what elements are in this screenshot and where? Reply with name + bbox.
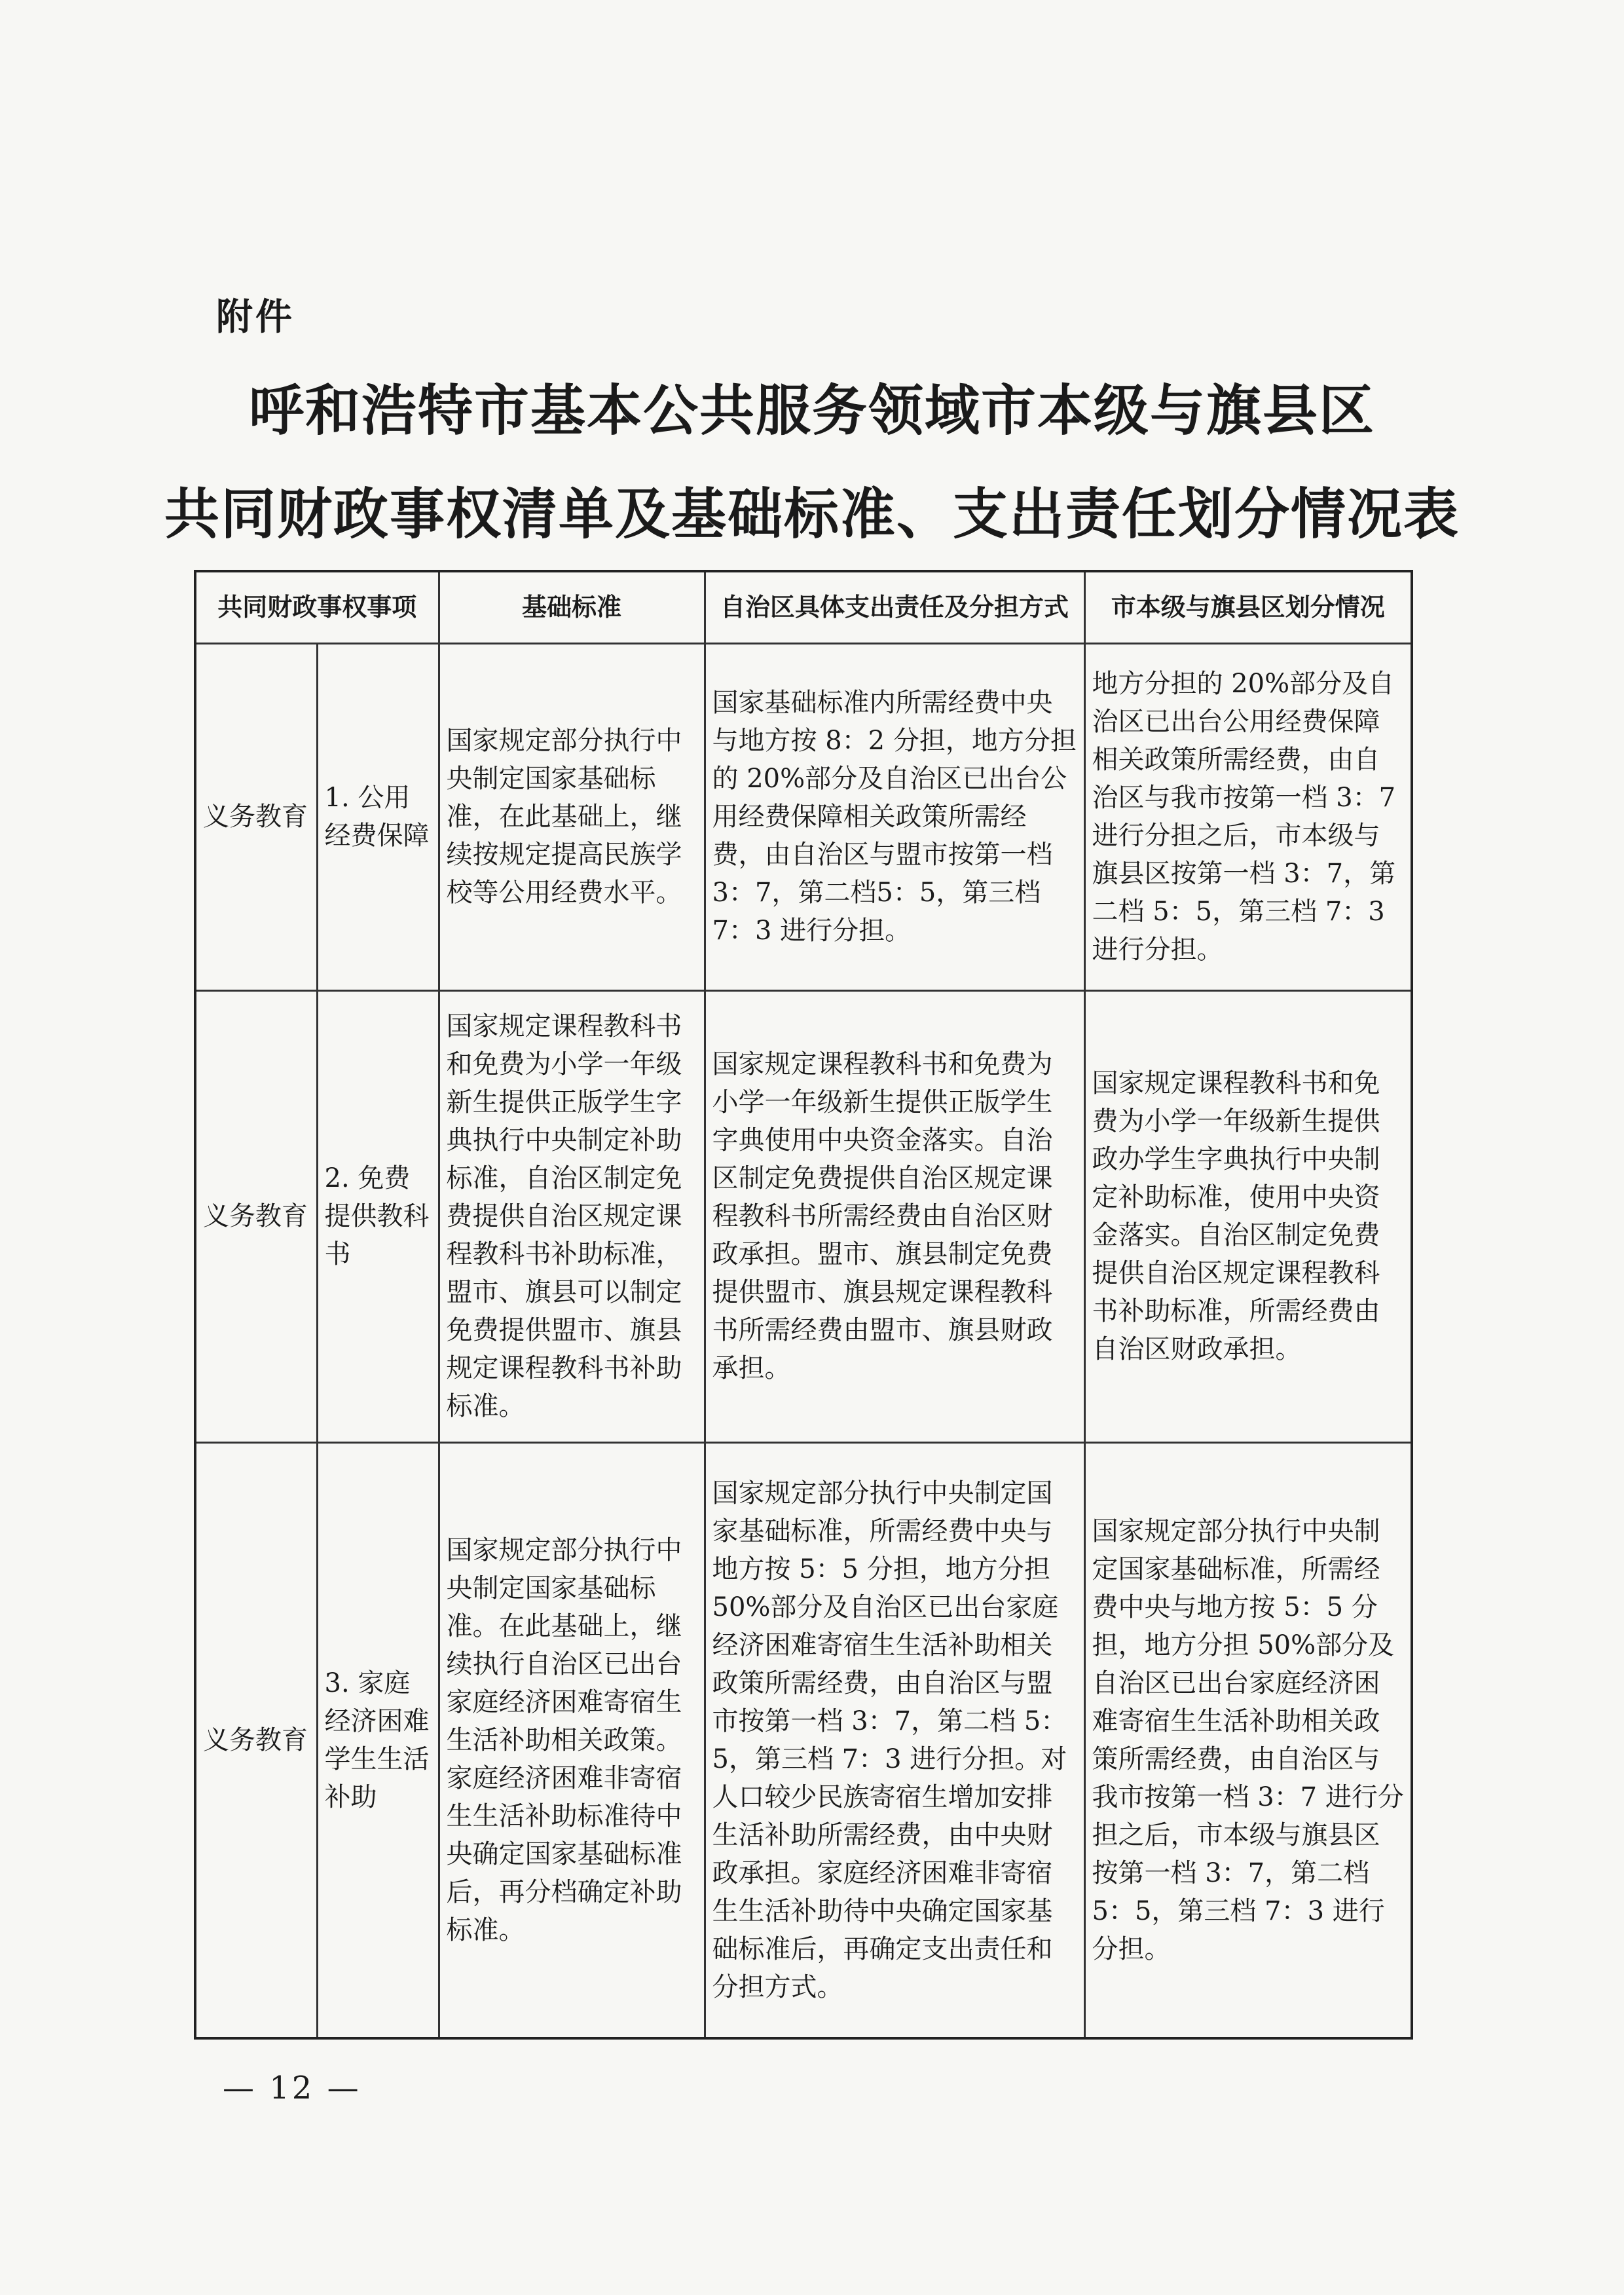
row-region: 国家基础标准内所需经费中央与地方按 8：2 分担，地方分担的 20%部分及自治区已出台公用经费保障相关政策所需经费，由自治区与盟市按第一档 3：7，第二档5：5，第三档 7：3 进行分担。 — [705, 643, 1084, 990]
row-city: 国家规定部分执行中央制定国家基础标准，所需经费中央与地方按 5：5 分担，地方分担 50%部分及自治区已出台家庭经济困难寄宿生生活补助相关政策所需经费，由自治区与我市按第一档 3：7 进行分担之后，市本级与旗县区按第一档 3：7，第二档 5：5，第三档 7：3 进行分担。 — [1084, 1442, 1412, 2038]
row-item: 2. 免费提供教科书 — [317, 990, 439, 1442]
row-standard: 国家规定部分执行中央制定国家基础标准，在此基础上，继续按规定提高民族学校等公用经费水平。 — [439, 643, 705, 990]
row-standard: 国家规定部分执行中央制定国家基础标准。在此基础上，继续执行自治区已出台家庭经济困难寄宿生生活补助相关政策。家庭经济困难非寄宿生生活补助标准待中央确定国家基础标准后，再分档确定补助标准。 — [439, 1442, 705, 2038]
row-item: 1. 公用经费保障 — [317, 643, 439, 990]
attachment-label: 附件 — [216, 296, 295, 339]
document-title-line1: 呼和浩特市基本公共服务领域市本级与旗县区 — [248, 378, 1375, 443]
header-item: 共同财政事权事项 — [195, 571, 439, 643]
row-category: 义务教育 — [195, 990, 317, 1442]
responsibility-table — [194, 570, 1413, 2040]
row-category: 义务教育 — [195, 643, 317, 990]
row-city: 国家规定课程教科书和免费为小学一年级新生提供政办学生字典执行中央制定补助标准，使用中央资金落实。自治区制定免费提供自治区规定课程教科书补助标准，所需经费由自治区财政承担。 — [1084, 990, 1412, 1442]
row-item: 3. 家庭经济困难学生生活补助 — [317, 1442, 439, 2038]
table-row — [195, 1442, 1412, 2038]
row-city: 地方分担的 20%部分及自治区已出台公用经费保障相关政策所需经费，由自治区与我市按第一档 3：7 进行分担之后，市本级与旗县区按第一档 3：7，第二档 5：5，第三档 7：3 进行分担。 — [1084, 643, 1412, 990]
page-number: — 12 — — [223, 2070, 361, 2106]
table-row — [195, 643, 1412, 990]
row-region: 国家规定部分执行中央制定国家基础标准，所需经费中央与地方按 5：5 分担，地方分担 50%部分及自治区已出台家庭经济困难寄宿生生活补助相关政策所需经费，由自治区与盟市按第一档 3：7，第二档 5：5，第三档 7：3 进行分担。对人口较少民族寄宿生增加安排生活补助所需经费，由中央财政承担。家庭经济困难非寄宿生生活补助待中央确定国家基础标准后，再确定支出责任和分担方式。 — [705, 1442, 1084, 2038]
document-title-line2: 共同财政事权清单及基础标准、支出责任划分情况表 — [164, 481, 1460, 546]
header-standard: 基础标准 — [439, 571, 705, 643]
row-region: 国家规定课程教科书和免费为小学一年级新生提供正版学生字典使用中央资金落实。自治区制定免费提供自治区规定课程教科书所需经费由自治区财政承担。盟市、旗县制定免费提供盟市、旗县规定课程教科书所需经费由盟市、旗县财政承担。 — [705, 990, 1084, 1442]
row-category: 义务教育 — [195, 1442, 317, 2038]
row-standard: 国家规定课程教科书和免费为小学一年级新生提供正版学生字典执行中央制定补助标准，自治区制定免费提供自治区规定课程教科书补助标准，盟市、旗县可以制定免费提供盟市、旗县规定课程教科书补助标准。 — [439, 990, 705, 1442]
header-city: 市本级与旗县区划分情况 — [1084, 571, 1412, 643]
table-row — [195, 990, 1412, 1442]
header-region: 自治区具体支出责任及分担方式 — [705, 571, 1084, 643]
table-header-row — [195, 571, 1412, 643]
